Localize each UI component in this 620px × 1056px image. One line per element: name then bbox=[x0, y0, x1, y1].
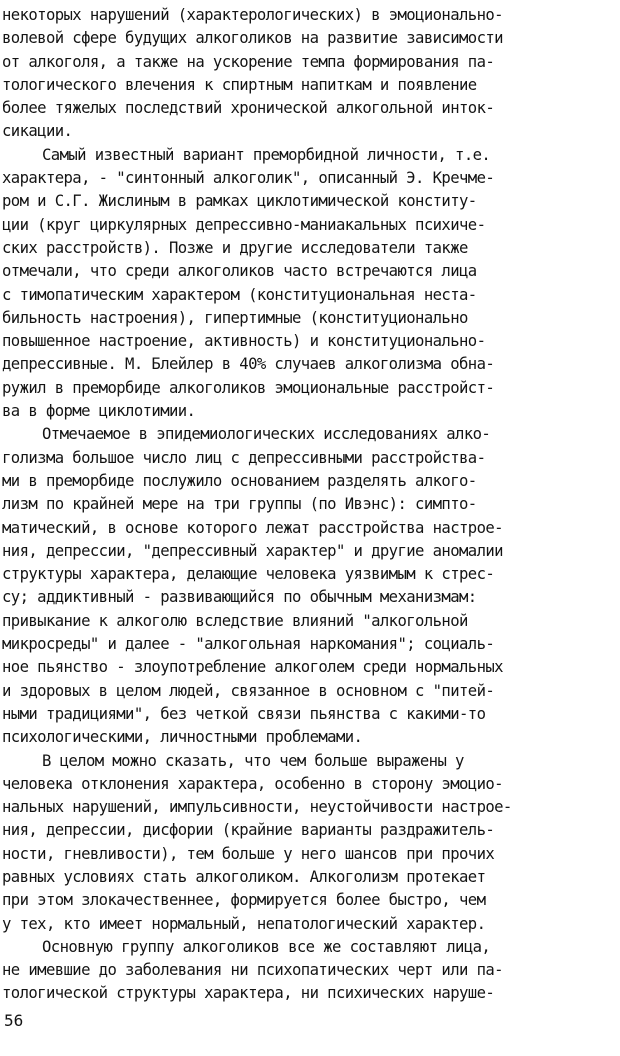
text-line: психологическими, личностными проблемами. bbox=[2, 728, 363, 747]
text-line: у тех, кто имеет нормальный, непатологический характер. bbox=[2, 914, 486, 933]
text-line: ми в преморбиде послужило основанием разделять алкого- bbox=[2, 471, 477, 490]
page-number: 56 bbox=[4, 1011, 24, 1030]
text-line: повышенное настроение, активность) и конституционально- bbox=[2, 332, 486, 351]
text-line: волевой сфере будущих алкоголиков на развитие зависимости bbox=[2, 29, 503, 48]
text-line: голизма большое число лиц с депрессивными расстройства- bbox=[2, 448, 486, 467]
text-line: бильность настроения), гипертимные (конституционально bbox=[2, 308, 468, 327]
text-line: характера, - "синтонный алкоголик", описанный Э. Кречме- bbox=[2, 169, 495, 188]
paragraph-first-line: В целом можно сказать, что чем больше выражены у bbox=[42, 751, 464, 770]
text-line: отмечали, что среди алкоголиков часто встречаются лица bbox=[2, 262, 477, 281]
text-line: структуры характера, делающие человека уязвимым к стрес- bbox=[2, 565, 495, 584]
text-line: ния, депрессии, "депрессивный характер" и другие аномалии bbox=[2, 541, 503, 560]
text-line: су; аддиктивный - развивающийся по обычным механизмам: bbox=[2, 588, 477, 607]
text-line: матический, в основе которого лежат расстройства настрое- bbox=[2, 518, 503, 537]
paragraph-first-line: Отмечаемое в эпидемиологических исследованиях алко- bbox=[42, 425, 491, 444]
text-line: нальных нарушений, импульсивности, неустойчивости настрое- bbox=[2, 798, 512, 817]
text-line: лизм по крайней мере на три группы (по Ивэнс): симпто- bbox=[2, 495, 477, 514]
text-line: сикации. bbox=[2, 122, 73, 141]
text-line: ром и С.Г. Жислиным в рамках циклотимической конститу- bbox=[2, 192, 477, 211]
text-line: ности, гневливости), тем больше у него шансов при прочих bbox=[2, 844, 495, 863]
text-line: депрессивные. М. Блейлер в 40% случаев алкоголизма обна- bbox=[2, 355, 495, 374]
text-line: от алкоголя, а также на ускорение темпа формирования па- bbox=[2, 52, 495, 71]
text-line: не имевшие до заболевания ни психопатических черт или па- bbox=[2, 961, 503, 980]
text-line: более тяжелых последствий хронической алкогольной инток- bbox=[2, 99, 495, 118]
paragraph-first-line: Основную группу алкоголиков все же составляют лица, bbox=[42, 937, 491, 956]
text-line: ции (круг циркулярных депрессивно-маниакальных психиче- bbox=[2, 215, 486, 234]
text-line: и здоровых в целом людей, связанное в основном с "питей- bbox=[2, 681, 495, 700]
body-text bbox=[2, 4, 614, 1006]
paragraph-first-line: Самый известный вариант преморбидной личности, т.е. bbox=[42, 145, 491, 164]
text-line: некоторых нарушений (характерологических) в эмоционально- bbox=[2, 6, 503, 24]
text-line: с тимопатическим характером (конституциональная неста- bbox=[2, 285, 477, 304]
text-line: привыкание к алкоголю вследствие влияний "алкогольной bbox=[2, 611, 468, 630]
text-line: ния, депрессии, дисфории (крайние варианты раздражитель- bbox=[2, 821, 495, 840]
text-line: микросреды" и далее - "алкогольная наркомания"; социаль- bbox=[2, 635, 495, 654]
text-line: ное пьянство - злоупотребление алкоголем среди нормальных bbox=[2, 658, 503, 677]
text-line: ских расстройств). Позже и другие исследователи также bbox=[2, 238, 468, 257]
text-line: ва в форме циклотимии. bbox=[2, 402, 196, 421]
text-line: человека отклонения характера, особенно в сторону эмоцио- bbox=[2, 774, 503, 793]
text-line: равных условиях стать алкоголиком. Алкоголизм протекает bbox=[2, 867, 486, 886]
text-line: при этом злокачественнее, формируется более быстро, чем bbox=[2, 891, 486, 910]
text-line: тологического влечения к спиртным напиткам и появление bbox=[2, 75, 477, 94]
text-line: ными традициями", без четкой связи пьянства с какими-то bbox=[2, 704, 486, 723]
text-line: ружил в преморбиде алкоголиков эмоциональные расстройст- bbox=[2, 378, 495, 397]
text-line: тологической структуры характера, ни психических наруше- bbox=[2, 984, 495, 1003]
